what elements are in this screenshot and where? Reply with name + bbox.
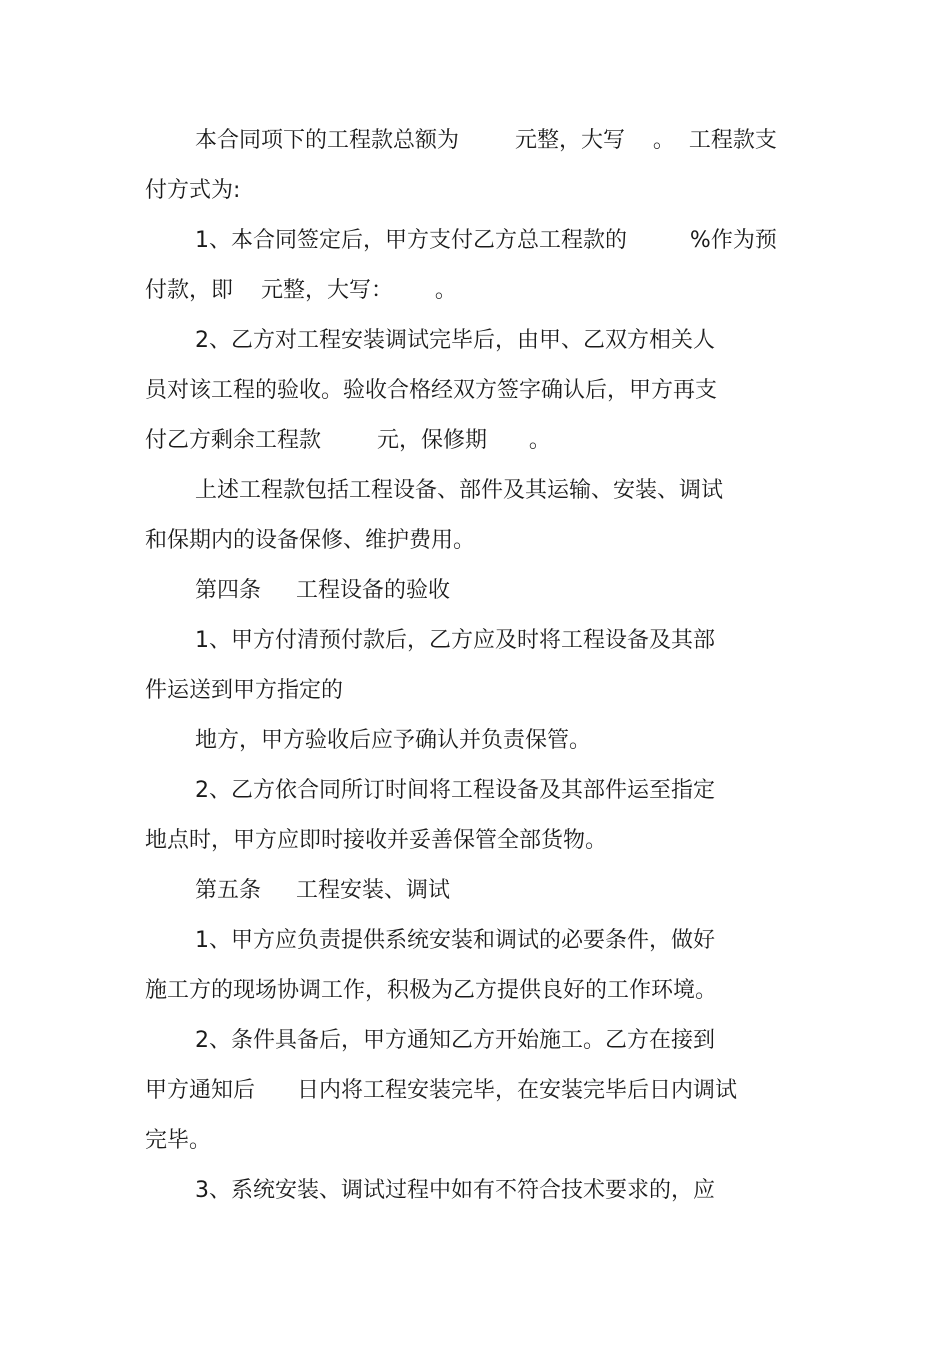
paragraph-line: 甲方通知后 日内将工程安装完毕，在安装完毕后日内调试: [145, 1078, 737, 1103]
paragraph-line: 员对该工程的验收。验收合格经双方签字确认后，甲方再支: [145, 378, 718, 403]
paragraph-line: 本合同项下的工程款总额为 元整，大写 。 工程款支: [195, 128, 777, 153]
paragraph-line: 2、条件具备后，甲方通知乙方开始施工。乙方在接到: [195, 1028, 715, 1053]
paragraph-line: 2、乙方对工程安装调试完毕后，由甲、乙双方相关人: [195, 328, 715, 353]
paragraph-line: 付乙方剩余工程款 元，保修期 。: [145, 428, 551, 453]
paragraph-line: 1、甲方付清预付款后，乙方应及时将工程设备及其部: [195, 628, 715, 653]
paragraph-line: 件运送到甲方指定的: [145, 678, 344, 703]
paragraph-line: 上述工程款包括工程设备、部件及其运输、安装、调试: [195, 478, 724, 503]
paragraph-line: 地点时，甲方应即时接收并妥善保管全部货物。: [145, 828, 608, 853]
paragraph-line: 1、本合同签定后，甲方支付乙方总工程款的 %作为预: [195, 228, 777, 253]
article-heading: 第四条 工程设备的验收: [195, 578, 450, 603]
paragraph-line: 2、乙方依合同所订时间将工程设备及其部件运至指定: [195, 778, 715, 803]
paragraph-line: 1、甲方应负责提供系统安装和调试的必要条件，做好: [195, 928, 715, 953]
paragraph-line: 完毕。: [145, 1128, 212, 1153]
article-heading: 第五条 工程安装、调试: [195, 878, 450, 903]
paragraph-line: 付款，即 元整，大写： 。: [145, 278, 457, 303]
paragraph-line: 和保期内的设备保修、维护费用。: [145, 528, 476, 553]
paragraph-line: 付方式为:: [145, 178, 241, 203]
paragraph-line: 施工方的现场协调工作，积极为乙方提供良好的工作环境。: [145, 978, 718, 1003]
paragraph-line: 地方，甲方验收后应予确认并负责保管。: [195, 728, 592, 753]
paragraph-line: 3、系统安装、调试过程中如有不符合技术要求的，应: [195, 1178, 715, 1203]
